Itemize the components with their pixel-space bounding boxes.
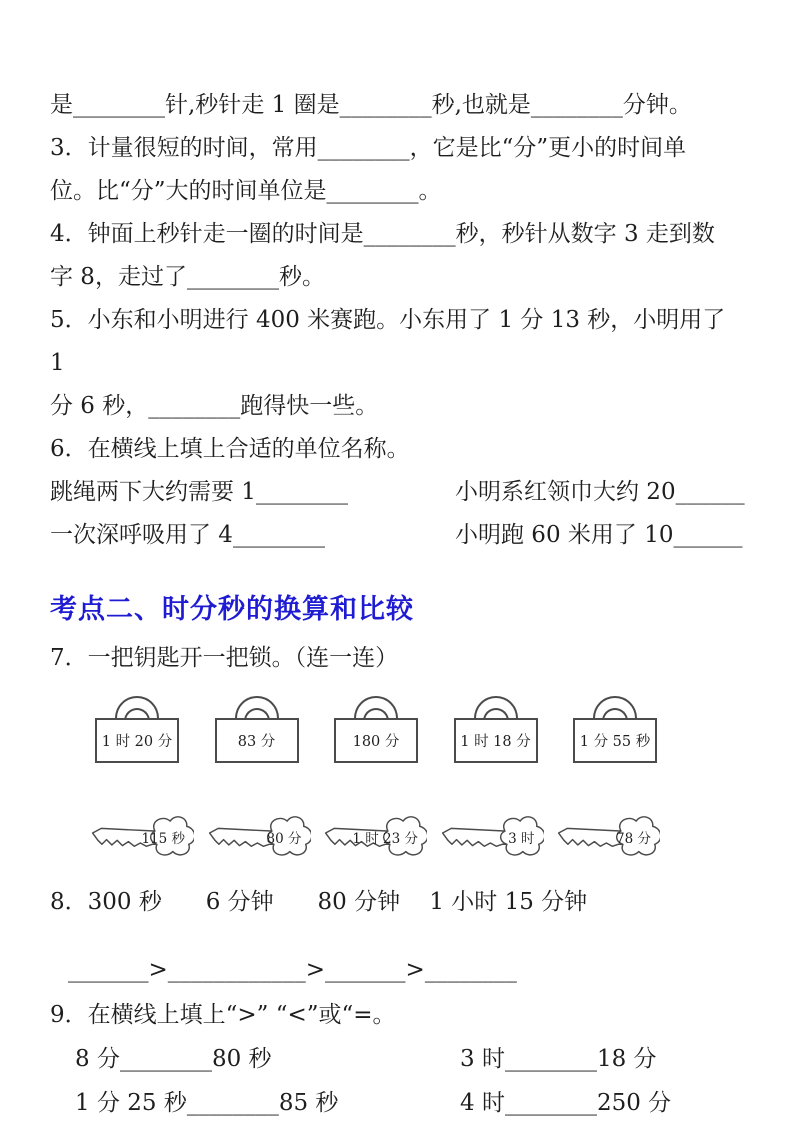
key-label: 80 分 — [266, 831, 302, 847]
section-heading: 考点二、时分秒的换算和比较 — [50, 594, 414, 625]
question-6-row-2 — [50, 514, 747, 557]
locks-row — [95, 696, 657, 763]
lock-shape — [334, 696, 418, 763]
lock-shape — [454, 696, 538, 763]
q6-row1-left: 跳绳两下大约需要 1________ — [50, 479, 348, 505]
q6-row2-right: 小明跑 60 米用了 10______ — [455, 522, 743, 548]
question-4-line-1: 4．钟面上秒针走一圈的时间是________秒，秒针从数字 3 走到数 — [50, 221, 715, 247]
question-9-label: 9．在横线上填上“>” “<”或“=。 — [50, 1002, 396, 1028]
fill-blank-line-1: 是________针,秒针走 1 圈是________秒,也就是________分钟。 — [50, 92, 692, 118]
key-label: 1 时 23 分 — [352, 831, 418, 847]
lock-label: 1 分 55 秒 — [573, 718, 657, 763]
q9-row2-left: 1 分 25 秒________85 秒 — [75, 1090, 339, 1116]
key-label: 115 秒 — [141, 831, 185, 847]
q9-row1-left: 8 分________80 秒 — [75, 1046, 272, 1072]
question-9-row-1 — [75, 1037, 747, 1081]
lock-shape — [215, 696, 299, 763]
question-3-line-1: 3．计量很短的时间，常用________，它是比“分”更小的时间单 — [50, 135, 687, 161]
question-6-label: 6．在横线上填上合适的单位名称。 — [50, 436, 410, 462]
lock-label: 180 分 — [334, 718, 418, 763]
q9-row2-right: 4 时________250 分 — [460, 1090, 672, 1116]
key-label: 3 时 — [508, 831, 535, 847]
question-6-row-1 — [50, 471, 747, 514]
keys-row — [88, 815, 660, 859]
question-5-line-2: 分 6 秒，________跑得快一些。 — [50, 393, 379, 419]
q6-row1-right: 小明系红领巾大约 20______ — [455, 479, 745, 505]
question-3-line-2: 位。比“分”大的时间单位是________。 — [50, 178, 442, 204]
q6-row2-left: 一次深呼吸用了 4________ — [50, 522, 325, 548]
lock-label: 1 时 20 分 — [95, 718, 179, 763]
lock-shape — [573, 696, 657, 763]
question-7-label: 7．一把钥匙开一把锁。（连一连） — [50, 645, 399, 671]
question-8-items: 8．300 秒 6 分钟 80 分钟 1 小时 15 分钟 — [50, 889, 588, 915]
question-9-row-2 — [75, 1081, 747, 1122]
question-4-line-2: 字 8，走过了________秒。 — [50, 264, 325, 290]
key-shape — [205, 815, 311, 859]
q9-row1-right: 3 时________18 分 — [460, 1046, 657, 1072]
key-label: 78 分 — [616, 831, 651, 847]
key-shape — [554, 815, 660, 859]
question-8-blanks: _______>____________>_______>________ — [68, 957, 517, 983]
question-5-line-1: 5．小东和小明进行 400 米赛跑。小东用了 1 分 13 秒，小明用了 1 — [50, 307, 733, 376]
key-shape — [321, 815, 427, 859]
key-shape — [438, 815, 544, 859]
lock-shape — [95, 696, 179, 763]
lock-label: 1 时 18 分 — [454, 718, 538, 763]
lock-label: 83 分 — [215, 718, 299, 763]
key-shape — [88, 815, 194, 859]
